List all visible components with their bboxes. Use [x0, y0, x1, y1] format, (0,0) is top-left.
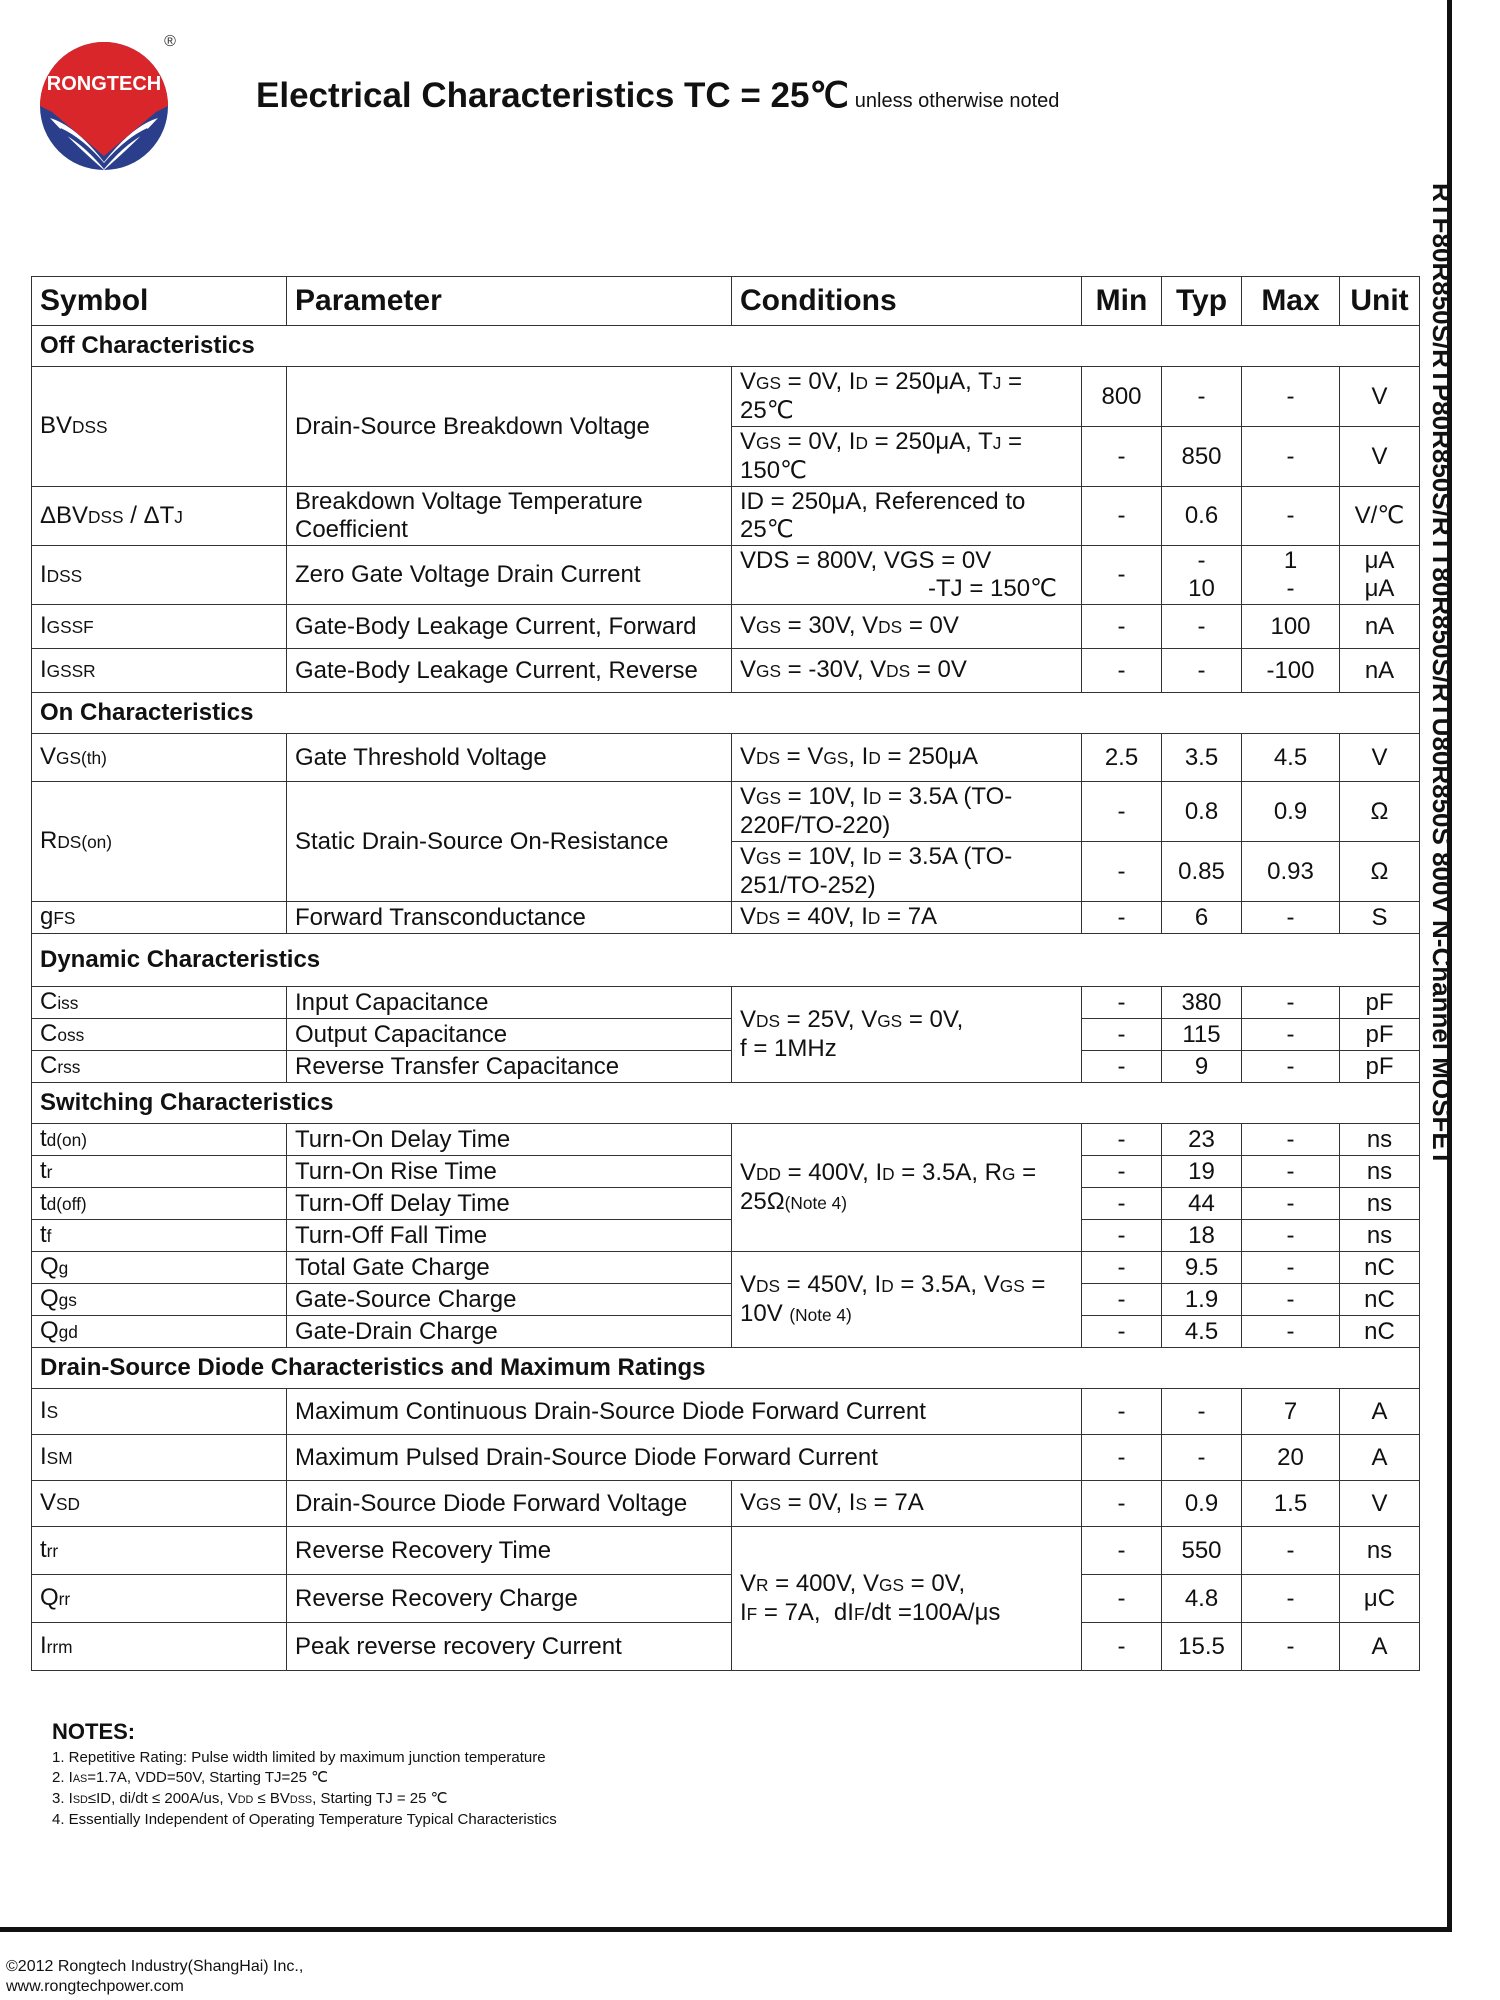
max-cell: -: [1242, 902, 1340, 934]
max-cell: 7: [1242, 1389, 1340, 1435]
cond-vgsth: VDS = VGS, ID = 250μA: [732, 734, 1082, 782]
min-cell: -: [1082, 1527, 1162, 1575]
table-row: [32, 367, 1420, 427]
param-rdson: Static Drain-Source On-Resistance: [287, 782, 732, 902]
max-cell: 100: [1242, 605, 1340, 649]
typ-cell: 380: [1162, 987, 1242, 1019]
unit-cell: pF: [1340, 1019, 1420, 1051]
cond-igssf: VGS = 30V, VDS = 0V: [732, 605, 1082, 649]
table-row: [32, 546, 1420, 605]
unit-cell: ns: [1340, 1156, 1420, 1188]
cond-rdson-1: VGS = 10V, ID = 3.5A (TO-220F/TO-220): [732, 782, 1082, 842]
table-row: [32, 1481, 1420, 1527]
param-ism: Maximum Pulsed Drain-Source Diode Forward Current: [287, 1435, 1082, 1481]
unit-cell: nC: [1340, 1316, 1420, 1348]
typ-cell: 6: [1162, 902, 1242, 934]
table-row: [32, 1124, 1420, 1156]
unit-cell: ns: [1340, 1527, 1420, 1575]
symbol-is: IS: [32, 1389, 287, 1435]
min-cell: -: [1082, 987, 1162, 1019]
unit-cell: Ω: [1340, 782, 1420, 842]
param-gfs: Forward Transconductance: [287, 902, 732, 934]
typ-cell: 0.9: [1162, 1481, 1242, 1527]
symbol-coss: Coss: [32, 1019, 287, 1051]
max-cell: -: [1242, 1527, 1340, 1575]
cond-bvdss-1: VGS = 0V, ID = 250μA, TJ = 25℃: [732, 367, 1082, 427]
param-qrr: Reverse Recovery Charge: [287, 1575, 732, 1623]
min-cell: -: [1082, 842, 1162, 902]
max-cell: -: [1242, 1188, 1340, 1220]
footer: [6, 1957, 303, 1997]
max-cell: -: [1242, 1051, 1340, 1083]
min-cell: -: [1082, 1156, 1162, 1188]
unit-cell: S: [1340, 902, 1420, 934]
table-row: [32, 1575, 1420, 1623]
table-row: [32, 1623, 1420, 1671]
min-cell: -: [1082, 487, 1162, 546]
symbol-tf: tf: [32, 1220, 287, 1252]
cond-rdson-2: VGS = 10V, ID = 3.5A (TO-251/TO-252): [732, 842, 1082, 902]
table-row: [32, 605, 1420, 649]
symbol-idss: IDSS: [32, 546, 287, 605]
max-cell: -: [1242, 987, 1340, 1019]
typ-cell: 850: [1162, 427, 1242, 487]
symbol-trr: trr: [32, 1527, 287, 1575]
table-row: [32, 734, 1420, 782]
footer-url[interactable]: www.rongtechpower.com: [6, 1978, 184, 1995]
typ-cell: 44: [1162, 1188, 1242, 1220]
param-ciss: Input Capacitance: [287, 987, 732, 1019]
typ-cell: -: [1162, 1389, 1242, 1435]
max-cell: -: [1242, 1124, 1340, 1156]
typ-cell: 3.5: [1162, 734, 1242, 782]
min-cell: -: [1082, 1051, 1162, 1083]
symbol-gfs: gFS: [32, 902, 287, 934]
min-cell: -: [1082, 1575, 1162, 1623]
min-cell: -: [1082, 902, 1162, 934]
param-is: Maximum Continuous Drain-Source Diode Forward Current: [287, 1389, 1082, 1435]
typ-cell: 0.8: [1162, 782, 1242, 842]
note-2: 2. IAS=1.7A, VDD=50V, Starting TJ=25 ℃: [52, 1769, 329, 1786]
typ-cell: -: [1162, 1435, 1242, 1481]
registered-mark: ®: [164, 33, 176, 50]
table-row: [32, 1019, 1420, 1051]
symbol-ism: ISM: [32, 1435, 287, 1481]
cond-gfs: VDS = 40V, ID = 7A: [732, 902, 1082, 934]
typ-cell: - 10: [1162, 546, 1242, 605]
table-row: [32, 1527, 1420, 1575]
typ-cell: 4.5: [1162, 1316, 1242, 1348]
typ-cell: -: [1162, 367, 1242, 427]
table-row: [32, 1156, 1420, 1188]
unit-cell: nC: [1340, 1252, 1420, 1284]
symbol-dbv: ΔBVDSS / ΔTJ: [32, 487, 287, 546]
unit-cell: A: [1340, 1623, 1420, 1671]
table-row: [32, 1316, 1420, 1348]
symbol-igssr: IGSSR: [32, 649, 287, 693]
notes-heading: NOTES:: [52, 1719, 136, 1744]
param-tr: Turn-On Rise Time: [287, 1156, 732, 1188]
unit-cell: pF: [1340, 987, 1420, 1019]
header-min: Min: [1082, 277, 1162, 326]
unit-cell: V: [1340, 367, 1420, 427]
symbol-qg: Qg: [32, 1252, 287, 1284]
symbol-qgd: Qgd: [32, 1316, 287, 1348]
max-cell: 0.93: [1242, 842, 1340, 902]
max-cell: -: [1242, 487, 1340, 546]
note-1: 1. Repetitive Rating: Pulse width limited by maximum junction temperature: [52, 1749, 546, 1766]
min-cell: -: [1082, 1124, 1162, 1156]
table-row: [32, 487, 1420, 546]
table-row: [32, 987, 1420, 1019]
unit-cell: V/℃: [1340, 487, 1420, 546]
max-cell: -: [1242, 1623, 1340, 1671]
min-cell: -: [1082, 1019, 1162, 1051]
param-coss: Output Capacitance: [287, 1019, 732, 1051]
min-cell: -: [1082, 1435, 1162, 1481]
table-row: [32, 1284, 1420, 1316]
typ-cell: 550: [1162, 1527, 1242, 1575]
cond-igssr: VGS = -30V, VDS = 0V: [732, 649, 1082, 693]
param-igssr: Gate-Body Leakage Current, Reverse: [287, 649, 732, 693]
typ-cell: 23: [1162, 1124, 1242, 1156]
unit-cell: μC: [1340, 1575, 1420, 1623]
typ-cell: 0.85: [1162, 842, 1242, 902]
typ-cell: -: [1162, 649, 1242, 693]
symbol-bvdss: BVDSS: [32, 367, 287, 487]
note-3: 3. ISD≤ID, di/dt ≤ 200A/us, VDD ≤ BVDSS, Starting TJ = 25 ℃: [52, 1790, 448, 1807]
cond-switching: VDD = 400V, ID = 3.5A, RG = 25Ω(Note 4): [732, 1124, 1082, 1252]
table-row: [32, 1252, 1420, 1284]
cond-bvdss-2: VGS = 0V, ID = 250μA, TJ = 150℃: [732, 427, 1082, 487]
symbol-qrr: Qrr: [32, 1575, 287, 1623]
typ-cell: 0.6: [1162, 487, 1242, 546]
section-on: On Characteristics: [32, 693, 1420, 734]
param-irrm: Peak reverse recovery Current: [287, 1623, 732, 1671]
symbol-vgsth: VGS(th): [32, 734, 287, 782]
electrical-characteristics-table: [31, 276, 1420, 1671]
header-max: Max: [1242, 277, 1340, 326]
max-cell: -: [1242, 367, 1340, 427]
cond-vsd: VGS = 0V, IS = 7A: [732, 1481, 1082, 1527]
min-cell: -: [1082, 649, 1162, 693]
unit-cell: pF: [1340, 1051, 1420, 1083]
symbol-ciss: Ciss: [32, 987, 287, 1019]
max-cell: -: [1242, 1575, 1340, 1623]
symbol-rdson: RDS(on): [32, 782, 287, 902]
section-dynamic: Dynamic Characteristics: [32, 934, 1420, 987]
table-row: [32, 649, 1420, 693]
max-cell: 0.9: [1242, 782, 1340, 842]
rongtech-logo: [32, 30, 176, 174]
unit-cell: nA: [1340, 649, 1420, 693]
min-cell: -: [1082, 605, 1162, 649]
unit-cell: Ω: [1340, 842, 1420, 902]
max-cell: -: [1242, 427, 1340, 487]
symbol-tdoff: td(off): [32, 1188, 287, 1220]
unit-cell: V: [1340, 1481, 1420, 1527]
param-igssf: Gate-Body Leakage Current, Forward: [287, 605, 732, 649]
min-cell: -: [1082, 1481, 1162, 1527]
header-typ: Typ: [1162, 277, 1242, 326]
typ-cell: 115: [1162, 1019, 1242, 1051]
param-bvdss: Drain-Source Breakdown Voltage: [287, 367, 732, 487]
logo-text: RONGTECH: [46, 73, 162, 95]
symbol-igssf: IGSSF: [32, 605, 287, 649]
typ-cell: 15.5: [1162, 1623, 1242, 1671]
min-cell: -: [1082, 1220, 1162, 1252]
max-cell: 4.5: [1242, 734, 1340, 782]
table-header-row: [32, 277, 1420, 326]
cond-dbv: ID = 250μA, Referenced to 25℃: [732, 487, 1082, 546]
unit-cell: A: [1340, 1435, 1420, 1481]
typ-cell: 9.5: [1162, 1252, 1242, 1284]
table-row: [32, 1188, 1420, 1220]
param-qg: Total Gate Charge: [287, 1252, 732, 1284]
symbol-tdon: td(on): [32, 1124, 287, 1156]
page-title: Electrical Characteristics TC = 25℃ unless otherwise noted: [256, 76, 1060, 115]
unit-cell: ns: [1340, 1188, 1420, 1220]
param-qgd: Gate-Drain Charge: [287, 1316, 732, 1348]
header-conditions: Conditions: [732, 277, 1082, 326]
note-4: 4. Essentially Independent of Operating Temperature Typical Characteristics: [52, 1811, 557, 1828]
title-subtitle: unless otherwise noted: [854, 90, 1060, 112]
max-cell: 1.5: [1242, 1481, 1340, 1527]
max-cell: -: [1242, 1284, 1340, 1316]
header-unit: Unit: [1340, 277, 1420, 326]
min-cell: -: [1082, 1188, 1162, 1220]
min-cell: -: [1082, 546, 1162, 605]
header-symbol: Symbol: [32, 277, 287, 326]
section-switching: Switching Characteristics: [32, 1083, 1420, 1124]
table-row: [32, 1220, 1420, 1252]
max-cell: -: [1242, 1252, 1340, 1284]
cond-recovery: VR = 400V, VGS = 0V, IF = 7A, dIF/dt =100A/μs: [732, 1527, 1082, 1671]
param-dbv: Breakdown Voltage Temperature Coefficient: [287, 487, 732, 546]
param-qgs: Gate-Source Charge: [287, 1284, 732, 1316]
unit-cell: A: [1340, 1389, 1420, 1435]
footer-copyright: ©2012 Rongtech Industry(ShangHai) Inc.,: [6, 1958, 304, 1975]
typ-cell: -: [1162, 605, 1242, 649]
side-part-title: RTF80R850S/RTP80R850S/RTT80R850S/RTU80R850S 800V N-Channel MOSFET: [1427, 183, 1457, 1166]
min-cell: -: [1082, 1389, 1162, 1435]
unit-cell: μA μA: [1340, 546, 1420, 605]
param-crss: Reverse Transfer Capacitance: [287, 1051, 732, 1083]
min-cell: -: [1082, 427, 1162, 487]
max-cell: -: [1242, 1220, 1340, 1252]
table-row: [32, 1435, 1420, 1481]
unit-cell: V: [1340, 427, 1420, 487]
symbol-tr: tr: [32, 1156, 287, 1188]
typ-cell: 1.9: [1162, 1284, 1242, 1316]
table-row: [32, 1051, 1420, 1083]
max-cell: 20: [1242, 1435, 1340, 1481]
min-cell: 2.5: [1082, 734, 1162, 782]
min-cell: -: [1082, 1284, 1162, 1316]
min-cell: -: [1082, 782, 1162, 842]
symbol-vsd: VSD: [32, 1481, 287, 1527]
typ-cell: 19: [1162, 1156, 1242, 1188]
max-cell: -: [1242, 1316, 1340, 1348]
section-diode: Drain-Source Diode Characteristics and Maximum Ratings: [32, 1348, 1420, 1389]
param-tdon: Turn-On Delay Time: [287, 1124, 732, 1156]
unit-cell: nA: [1340, 605, 1420, 649]
unit-cell: ns: [1340, 1124, 1420, 1156]
symbol-crss: Crss: [32, 1051, 287, 1083]
param-vsd: Drain-Source Diode Forward Voltage: [287, 1481, 732, 1527]
min-cell: -: [1082, 1316, 1162, 1348]
typ-cell: 4.8: [1162, 1575, 1242, 1623]
param-idss: Zero Gate Voltage Drain Current: [287, 546, 732, 605]
table-row: [32, 782, 1420, 842]
param-vgsth: Gate Threshold Voltage: [287, 734, 732, 782]
typ-cell: 18: [1162, 1220, 1242, 1252]
param-trr: Reverse Recovery Time: [287, 1527, 732, 1575]
typ-cell: 9: [1162, 1051, 1242, 1083]
min-cell: -: [1082, 1623, 1162, 1671]
max-cell: 1 -: [1242, 546, 1340, 605]
cond-idss: VDS = 800V, VGS = 0V -TJ = 150℃: [732, 546, 1082, 605]
min-cell: -: [1082, 1252, 1162, 1284]
unit-cell: V: [1340, 734, 1420, 782]
max-cell: -: [1242, 1019, 1340, 1051]
cond-capacitance: VDS = 25V, VGS = 0V, f = 1MHz: [732, 987, 1082, 1083]
max-cell: -100: [1242, 649, 1340, 693]
cond-gate-charge: VDS = 450V, ID = 3.5A, VGS = 10V (Note 4): [732, 1252, 1082, 1348]
max-cell: -: [1242, 1156, 1340, 1188]
notes: [52, 1718, 557, 1830]
header-parameter: Parameter: [287, 277, 732, 326]
min-cell: 800: [1082, 367, 1162, 427]
section-off: Off Characteristics: [32, 326, 1420, 367]
unit-cell: ns: [1340, 1220, 1420, 1252]
symbol-qgs: Qgs: [32, 1284, 287, 1316]
param-tf: Turn-Off Fall Time: [287, 1220, 732, 1252]
unit-cell: nC: [1340, 1284, 1420, 1316]
symbol-irrm: Irrm: [32, 1623, 287, 1671]
table-row: [32, 902, 1420, 934]
table-row: [32, 1389, 1420, 1435]
param-tdoff: Turn-Off Delay Time: [287, 1188, 732, 1220]
